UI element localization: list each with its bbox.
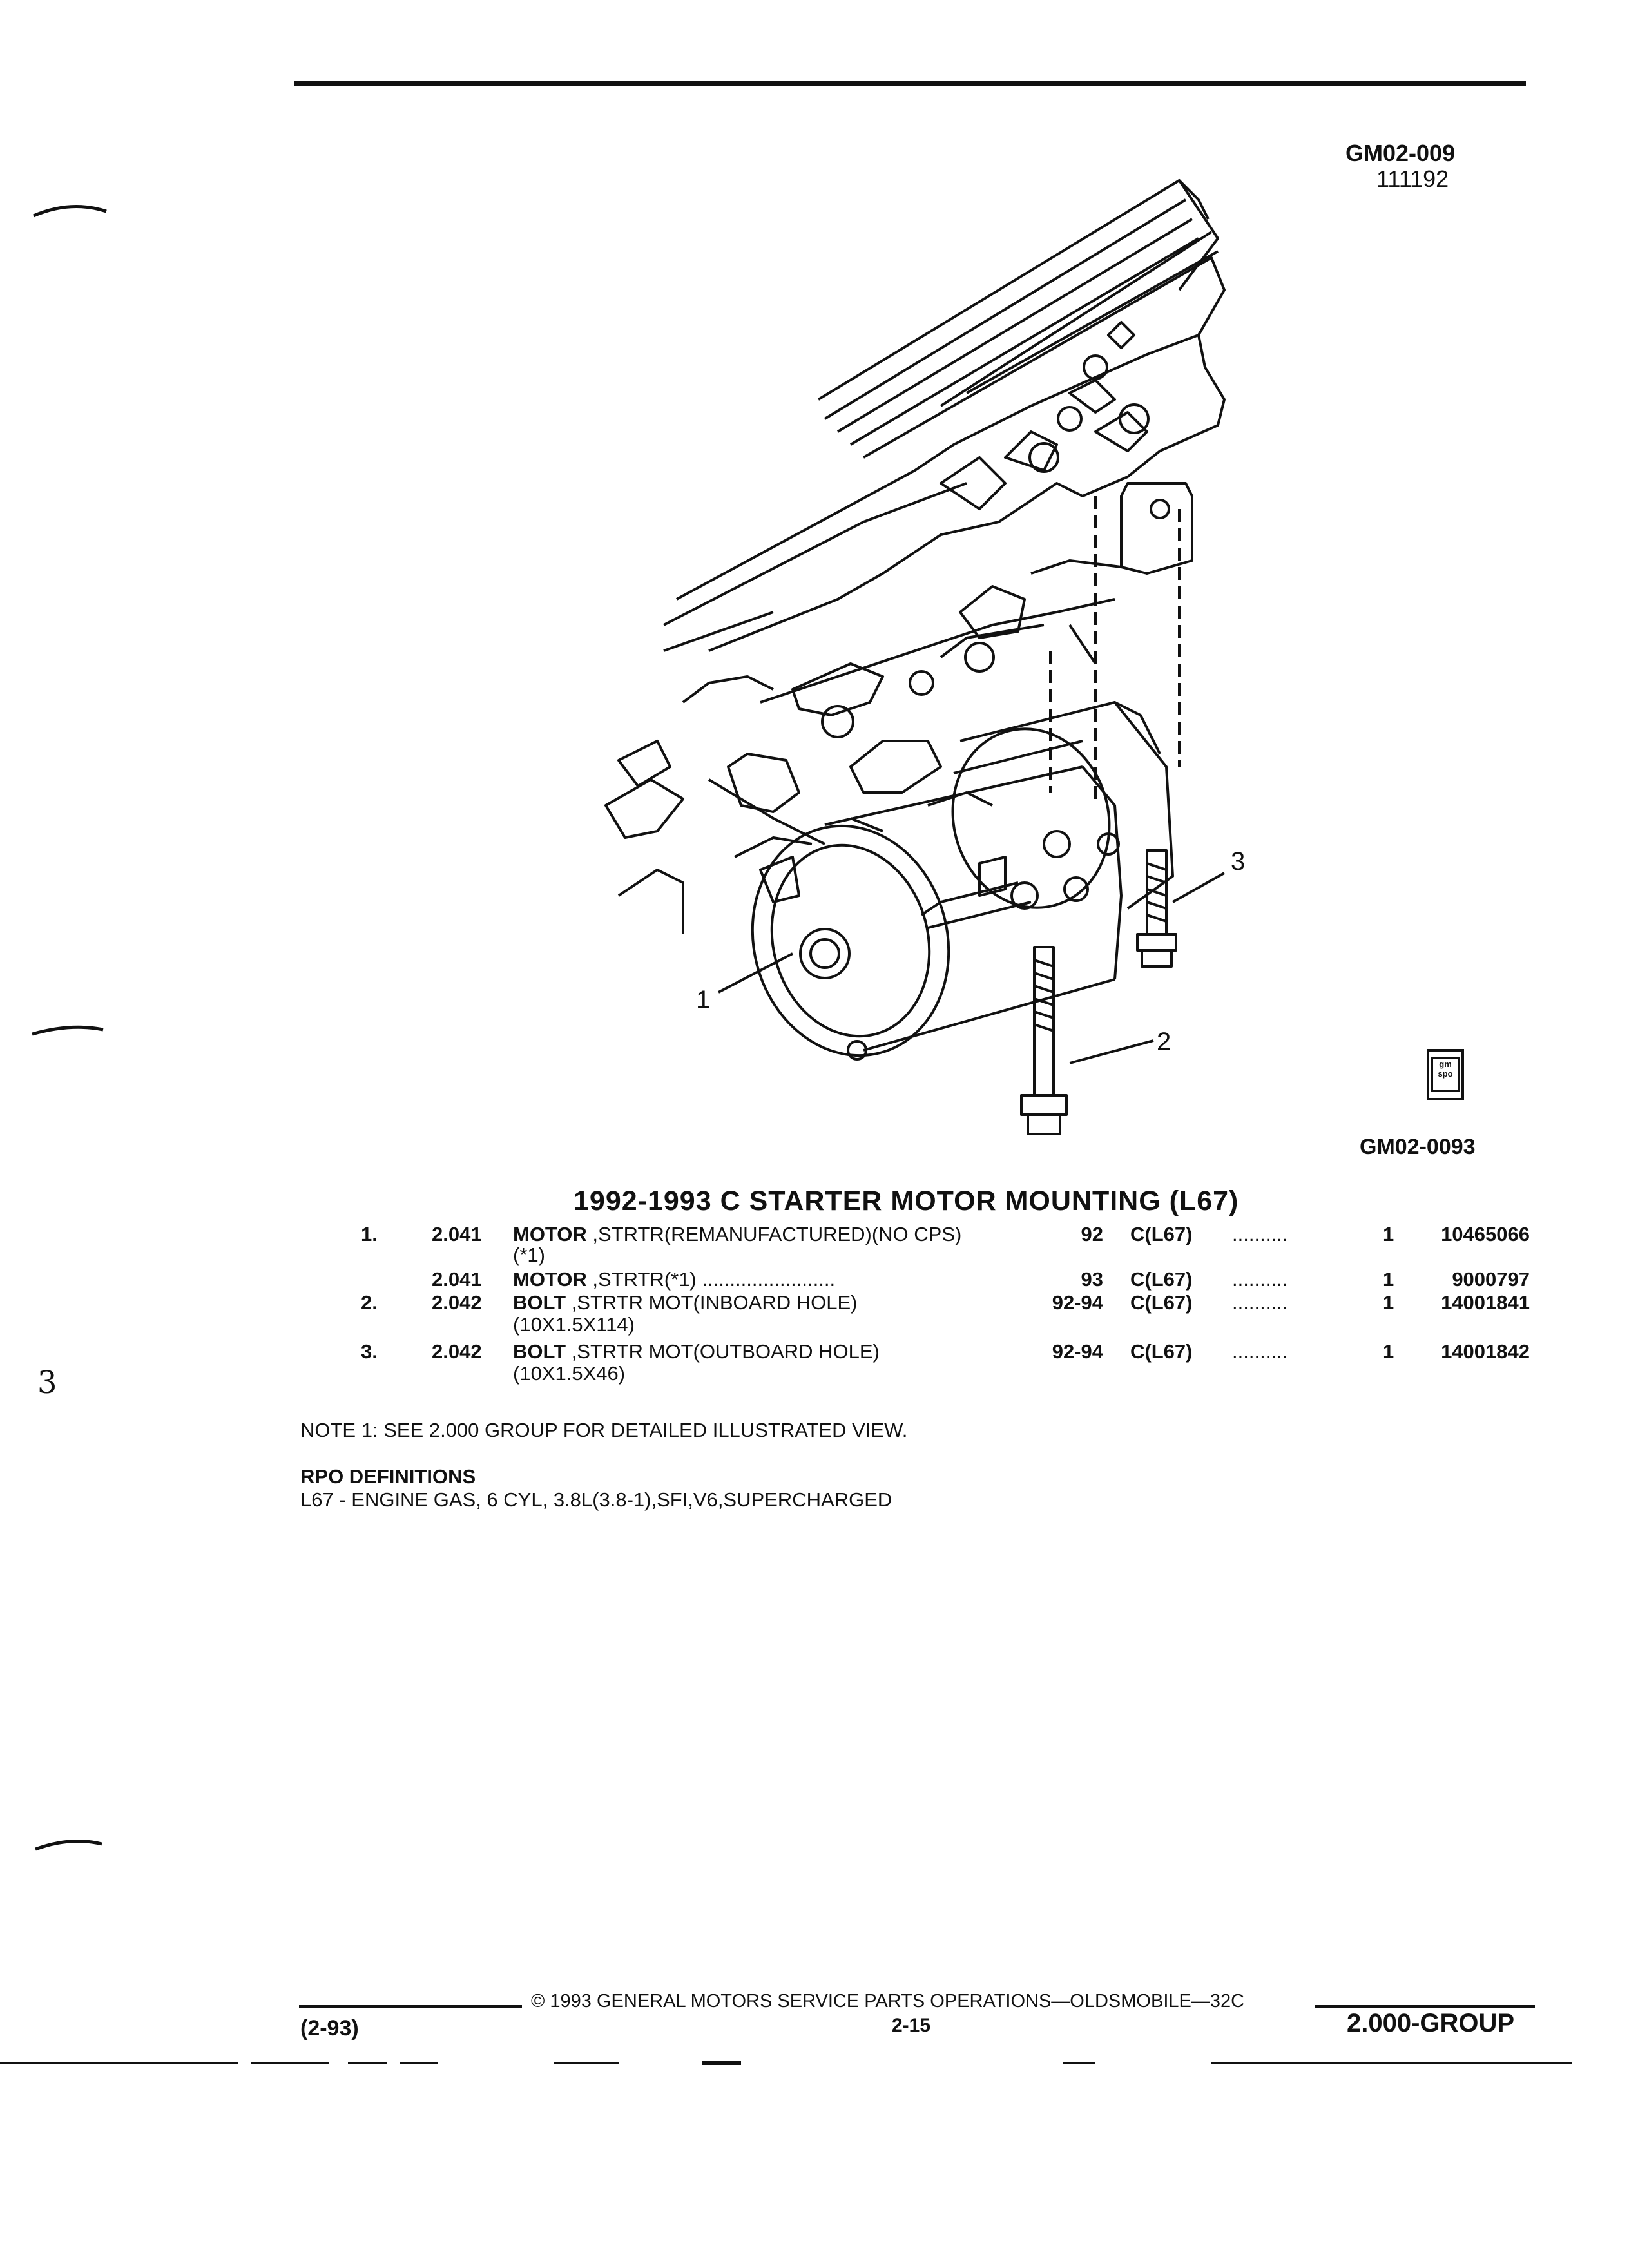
part-description: MOTOR ,STRTR(REMANUFACTURED)(NO CPS) xyxy=(513,1223,962,1245)
part-description: MOTOR ,STRTR(*1) ........................ xyxy=(513,1268,836,1291)
group-number: 2.042 xyxy=(432,1291,482,1314)
gmspo-logo: gm spo xyxy=(1427,1049,1464,1100)
model-years: 92-94 xyxy=(1052,1291,1103,1314)
illustration-date: 111192 xyxy=(1376,166,1449,192)
callout-1: 1 xyxy=(696,986,711,1014)
quantity: 1 xyxy=(1383,1291,1394,1314)
illustration-code: GM02-009 xyxy=(1345,140,1456,166)
page-title: 1992-1993 C STARTER MOTOR MOUNTING (L67) xyxy=(574,1186,1239,1216)
usage-code: C(L67) xyxy=(1130,1268,1193,1291)
part-description-line2: (10X1.5X46) xyxy=(513,1362,626,1385)
quantity: 1 xyxy=(1383,1223,1394,1245)
item-number: 3. xyxy=(361,1340,378,1363)
footer-rule-left xyxy=(299,2005,522,2008)
footer-page-number: 2-15 xyxy=(892,2015,931,2036)
usage-code: C(L67) xyxy=(1130,1223,1193,1245)
leader-dots: .......... xyxy=(1232,1291,1288,1314)
quantity: 1 xyxy=(1383,1340,1394,1363)
footer-rule-right xyxy=(1315,2005,1535,2008)
model-years: 92 xyxy=(1081,1223,1103,1245)
callout-3: 3 xyxy=(1231,847,1246,876)
part-number: 9000797 xyxy=(1452,1268,1530,1291)
leader-dots: .......... xyxy=(1232,1223,1288,1245)
footer-date-code: (2-93) xyxy=(300,2016,359,2041)
part-description: BOLT ,STRTR MOT(OUTBOARD HOLE) xyxy=(513,1340,880,1363)
margin-mark-3: 3 xyxy=(37,1365,57,1401)
usage-code: C(L67) xyxy=(1130,1291,1193,1314)
footer-copyright: © 1993 GENERAL MOTORS SERVICE PARTS OPERATIONS—OLDSMOBILE—32C xyxy=(531,1991,1245,2012)
usage-code: C(L67) xyxy=(1130,1340,1193,1363)
group-number: 2.041 xyxy=(432,1223,482,1245)
part-number: 10465066 xyxy=(1441,1223,1530,1245)
model-years: 93 xyxy=(1081,1268,1103,1291)
quantity: 1 xyxy=(1383,1268,1394,1291)
part-number: 14001842 xyxy=(1441,1340,1530,1363)
leader-dots: .......... xyxy=(1232,1268,1288,1291)
figure-code: GM02-0093 xyxy=(1360,1135,1476,1159)
rpo-definition: L67 - ENGINE GAS, 6 CYL, 3.8L(3.8-1),SFI,V6,SUPERCHARGED xyxy=(300,1488,892,1511)
bottom-rule xyxy=(0,2055,1629,2075)
item-number: 1. xyxy=(361,1223,378,1245)
part-description-line2: (10X1.5X114) xyxy=(513,1313,635,1336)
footnote: NOTE 1: SEE 2.000 GROUP FOR DETAILED ILLUSTRATED VIEW. xyxy=(300,1419,908,1441)
rpo-heading: RPO DEFINITIONS xyxy=(300,1465,476,1488)
leader-dots: .......... xyxy=(1232,1340,1288,1363)
part-number: 14001841 xyxy=(1441,1291,1530,1314)
footer-group: 2.000-GROUP xyxy=(1347,2009,1515,2037)
group-number: 2.042 xyxy=(432,1340,482,1363)
item-number: 2. xyxy=(361,1291,378,1314)
part-description-line2: (*1) xyxy=(513,1244,545,1266)
model-years: 92-94 xyxy=(1052,1340,1103,1363)
part-description: BOLT ,STRTR MOT(INBOARD HOLE) xyxy=(513,1291,858,1314)
callout-2: 2 xyxy=(1157,1028,1171,1056)
group-number: 2.041 xyxy=(432,1268,482,1291)
